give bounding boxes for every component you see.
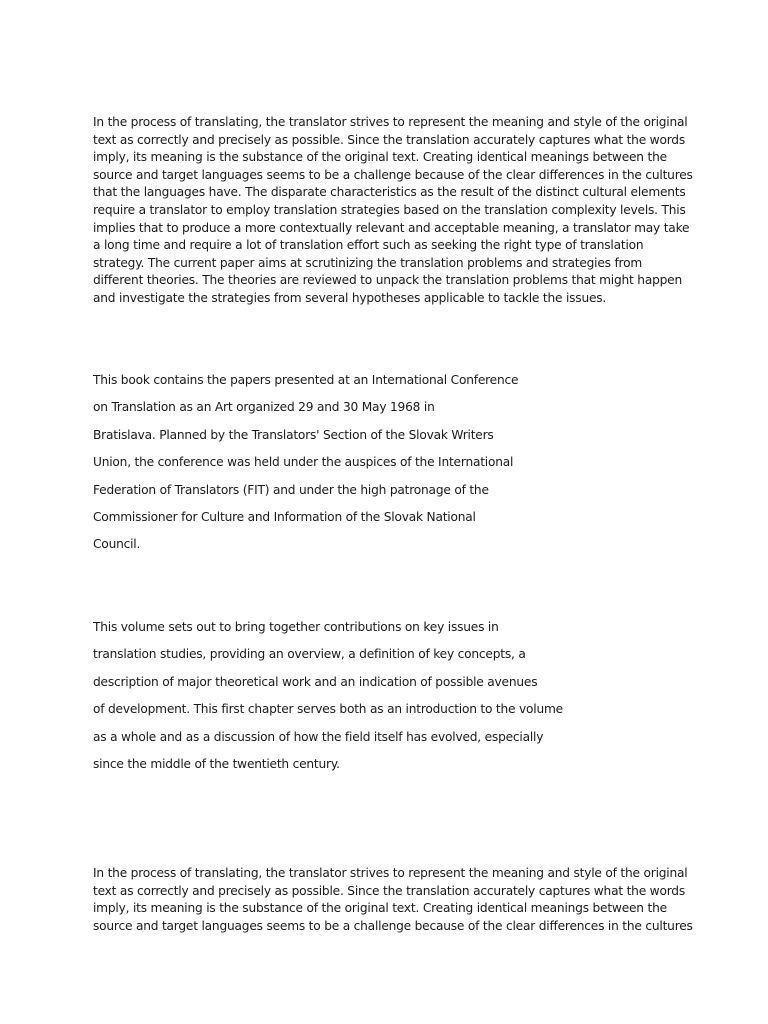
text-line: on Translation as an Art organized 29 and 30 May 1968 in bbox=[93, 400, 435, 415]
text-line: implies that to produce a more contextually relevant and acceptable meaning, a translator may take bbox=[93, 220, 690, 235]
paragraph-translation-process-repeat bbox=[93, 865, 693, 935]
text-line: of development. This first chapter serves both as an introduction to the volume bbox=[93, 702, 563, 717]
text-line: In the process of translating, the translator strives to represent the meaning and style of the original bbox=[93, 115, 688, 129]
text-line: imply, its meaning is the substance of the original text. Creating identical meanings between the bbox=[93, 150, 667, 165]
text-line: a long time and require a lot of translation effort such as seeking the right type of translation bbox=[93, 238, 644, 253]
text-line: since the middle of the twentieth century. bbox=[93, 756, 340, 771]
text-line: Bratislava. Planned by the Translators' Section of the Slovak Writers bbox=[93, 427, 494, 442]
text-line: This volume sets out to bring together contributions on key issues in bbox=[93, 620, 499, 634]
text-line: This book contains the papers presented at an International Conference bbox=[93, 373, 519, 387]
text-line: source and target languages seems to be a challenge because of the clear differences in the cultures bbox=[93, 918, 693, 933]
text-line: Council. bbox=[93, 537, 141, 552]
text-line: imply, its meaning is the substance of the original text. Creating identical meanings between the bbox=[93, 901, 667, 916]
text-line: Union, the conference was held under the auspices of the International bbox=[93, 455, 514, 470]
text-line: translation studies, providing an overview, a definition of key concepts, a bbox=[93, 647, 526, 662]
text-line: and investigate the strategies from several hypotheses applicable to tackle the issues. bbox=[93, 290, 607, 305]
text-line: description of major theoretical work and an indication of possible avenues bbox=[93, 674, 538, 689]
paragraph-conference-book bbox=[93, 367, 518, 559]
text-line: In the process of translating, the translator strives to represent the meaning and style of the original bbox=[93, 866, 688, 880]
text-line: source and target languages seems to be a challenge because of the clear differences in the cultures bbox=[93, 167, 693, 182]
text-line: text as correctly and precisely as possible. Since the translation accurately captures what the words bbox=[93, 883, 685, 898]
text-line: strategy. The current paper aims at scrutinizing the translation problems and strategies from bbox=[93, 255, 643, 270]
text-line: Federation of Translators (FIT) and under the high patronage of the bbox=[93, 482, 489, 497]
text-line: different theories. The theories are reviewed to unpack the translation problems that might happen bbox=[93, 273, 682, 288]
text-line: that the languages have. The disparate characteristics as the result of the distinct cultural elements bbox=[93, 185, 686, 200]
paragraph-translation-process bbox=[93, 114, 693, 308]
text-line: as a whole and as a discussion of how the field itself has evolved, especially bbox=[93, 729, 544, 744]
text-line: Commissioner for Culture and Information of the Slovak National bbox=[93, 509, 476, 524]
paragraph-volume-overview bbox=[93, 614, 563, 778]
text-line: text as correctly and precisely as possible. Since the translation accurately captures what the words bbox=[93, 132, 685, 147]
text-line: require a translator to employ translation strategies based on the translation complexity levels. This bbox=[93, 202, 686, 217]
